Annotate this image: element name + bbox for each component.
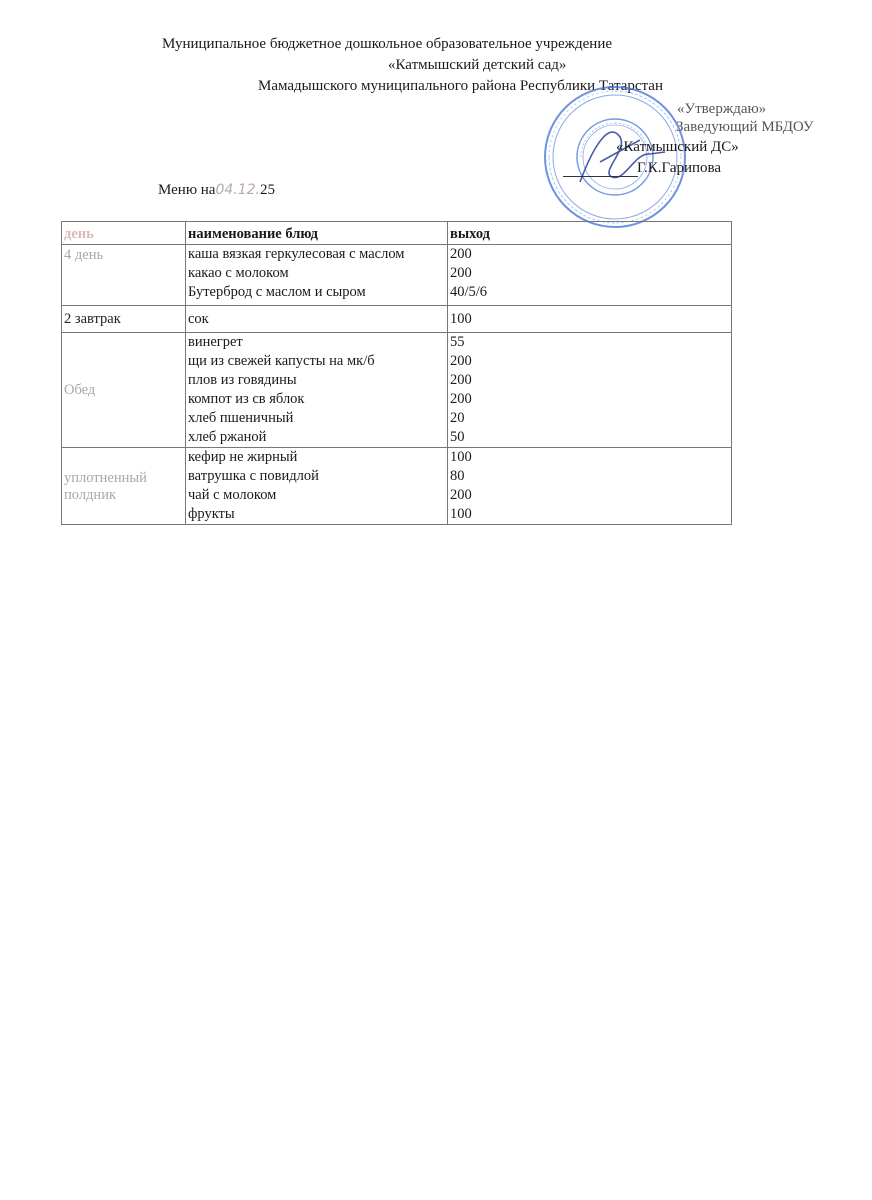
table-row: [62, 448, 732, 525]
approval-organization: «Катмышский ДС»: [616, 139, 739, 155]
approval-position: Заведующий МБДОУ: [676, 119, 814, 135]
yield-value: 20: [450, 410, 465, 426]
meal-name: 4 день: [62, 245, 186, 306]
dish-list: [186, 245, 448, 306]
dish-name: хлеб ржаной: [188, 429, 267, 445]
dish-name: фрукты: [188, 506, 235, 522]
table-row: [62, 333, 732, 448]
approval-name: Г.К.Гарипова: [637, 160, 722, 176]
dish-name: винегрет: [188, 334, 243, 350]
signature-line: [563, 176, 638, 177]
dish-name: щи из свежей капусты на мк/б: [188, 353, 375, 369]
dish-name: компот из св яблок: [188, 391, 305, 407]
yield-value: 200: [450, 246, 472, 262]
yield-value: 40/5/6: [450, 284, 488, 300]
menu-date-handwritten: 04.12.: [215, 182, 260, 198]
dish-name: плов из говядины: [188, 372, 297, 388]
header-yield: выход: [448, 222, 732, 245]
yield-value: 55: [450, 334, 465, 350]
table-row: [62, 245, 732, 306]
meal-name: Обед: [62, 333, 186, 448]
dish-name: какао с молоком: [188, 265, 289, 281]
yield-value: 200: [450, 372, 472, 388]
yield-list: [448, 306, 732, 333]
table-header-row: [62, 222, 732, 245]
dish-name: ватрушка с повидлой: [188, 468, 319, 484]
yield-value: 80: [450, 468, 465, 484]
meal-name: уплотненный полдник: [62, 448, 186, 525]
header-day: день: [62, 222, 186, 245]
yield-value: 100: [450, 506, 472, 522]
dish-name: кефир не жирный: [188, 449, 298, 465]
yield-value: 50: [450, 429, 465, 445]
dish-list: [186, 333, 448, 448]
yield-list: [448, 245, 732, 306]
header-dish-name: наименование блюд: [186, 222, 448, 245]
dish-name: хлеб пшеничный: [188, 410, 294, 426]
dish-name: каша вязкая геркулесовая с маслом: [188, 246, 405, 262]
table-row: [62, 306, 732, 333]
org-name-line-1: Муниципальное бюджетное дошкольное образовательное учреждение: [162, 36, 612, 52]
yield-list: [448, 333, 732, 448]
yield-value: 200: [450, 265, 472, 281]
dish-name: чай с молоком: [188, 487, 277, 503]
meal-name: 2 завтрак: [62, 306, 186, 333]
menu-table: [61, 221, 732, 525]
org-name-line-3: Мамадышского муниципального района Республики Татарстан: [258, 78, 663, 94]
approval-title: «Утверждаю»: [677, 101, 767, 117]
menu-title: [158, 182, 275, 199]
yield-list: [448, 448, 732, 525]
seal-stamp: [540, 82, 690, 232]
menu-title-prefix: Меню на: [158, 182, 216, 198]
dish-list: [186, 306, 448, 333]
yield-value: 200: [450, 353, 472, 369]
dish-name: сок: [188, 310, 209, 327]
dish-name: Бутерброд с маслом и сыром: [188, 284, 366, 300]
yield-value: 100: [450, 449, 472, 465]
yield-value: 200: [450, 487, 472, 503]
yield-value: 200: [450, 391, 472, 407]
yield-value: 100: [450, 310, 472, 327]
org-name-line-2: «Катмышский детский сад»: [388, 57, 567, 73]
dish-list: [186, 448, 448, 525]
menu-year: 25: [260, 182, 275, 198]
